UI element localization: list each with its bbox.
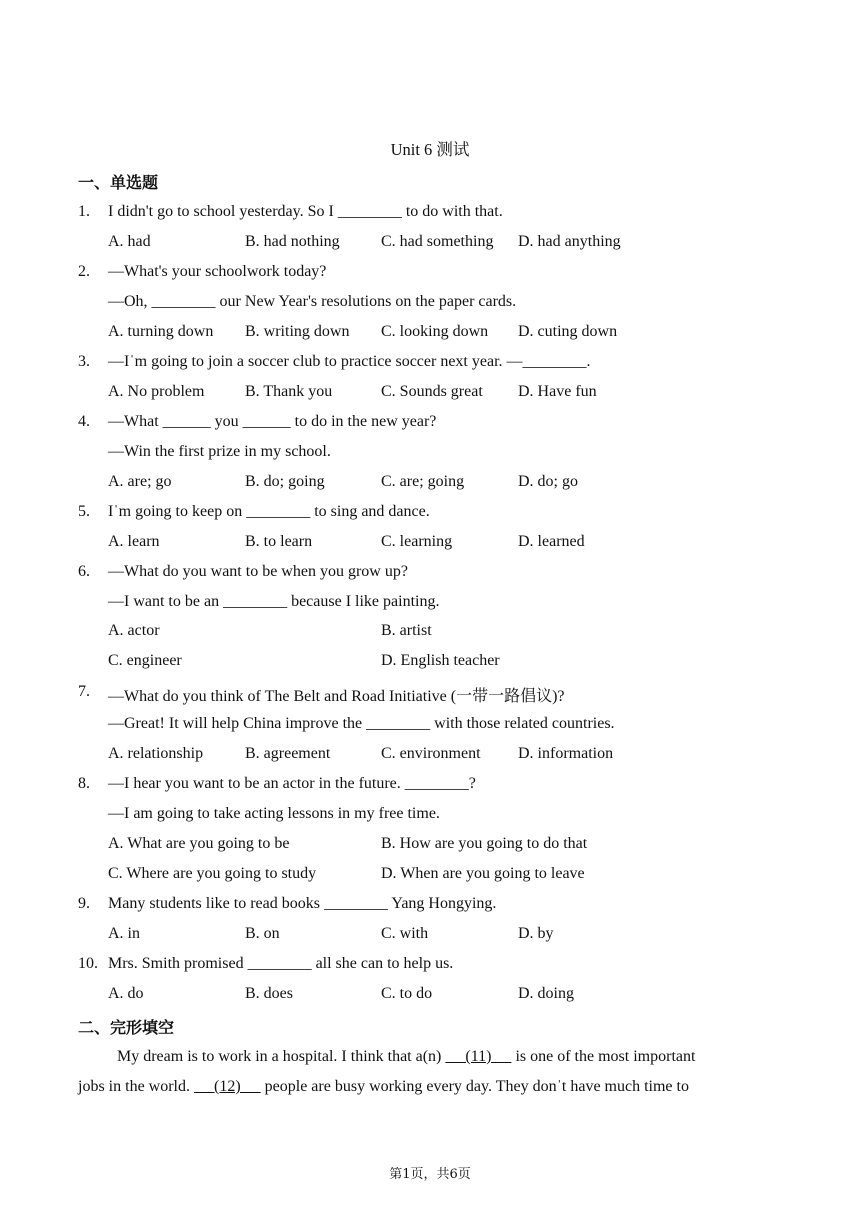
- option-d: D. learned: [518, 533, 585, 550]
- option-d: D. English teacher: [381, 652, 500, 669]
- option-d: D. Have fun: [518, 383, 597, 400]
- blank-11: (11): [445, 1048, 512, 1065]
- question-text: —Win the first prize in my school.: [108, 443, 331, 460]
- option-b: B. had nothing: [245, 233, 340, 250]
- question-number: 6.: [78, 563, 90, 580]
- section-heading-cloze: 二、完形填空: [78, 1018, 175, 1037]
- option-a: A. had: [108, 233, 151, 250]
- question-text: —What do you think of The Belt and Road Initiative (一带一路倡议)?: [108, 688, 565, 705]
- passage-line: [78, 1078, 773, 1096]
- question-number: 5.: [78, 503, 90, 520]
- passage-text: My dream is to work in a hospital. I think that a(n): [117, 1048, 446, 1065]
- question-text: Many students like to read books ________ Yang Hongying.: [108, 895, 497, 912]
- question-text: Iˈm going to keep on ________ to sing and dance.: [108, 503, 430, 520]
- option-a: A. No problem: [108, 383, 205, 400]
- option-c: C. with: [381, 925, 429, 942]
- question-number: 7.: [78, 683, 90, 700]
- option-a: A. in: [108, 925, 140, 942]
- question-number: 2.: [78, 263, 90, 280]
- question-number: 3.: [78, 353, 90, 370]
- page-footer: 第1页，共6页: [389, 1167, 471, 1182]
- option-a: A. turning down: [108, 323, 214, 340]
- option-b: B. How are you going to do that: [381, 835, 588, 852]
- option-b: B. on: [245, 925, 280, 942]
- question-number: 4.: [78, 413, 90, 430]
- option-d: D. by: [518, 925, 554, 942]
- option-a: A. relationship: [108, 745, 204, 762]
- option-c: C. environment: [381, 745, 481, 762]
- option-b: B. Thank you: [245, 383, 333, 400]
- option-c: C. learning: [381, 533, 453, 550]
- option-a: A. What are you going to be: [108, 835, 290, 852]
- question-text: —Oh, ________ our New Year's resolutions on the paper cards.: [108, 293, 517, 310]
- question-text: —I am going to take acting lessons in my free time.: [108, 805, 440, 822]
- passage-text: is one of the most important: [511, 1048, 696, 1065]
- question-text: —What ______ you ______ to do in the new year?: [108, 413, 437, 430]
- option-c: C. engineer: [108, 652, 182, 669]
- option-c: C. had something: [381, 233, 494, 250]
- option-b: B. artist: [381, 622, 432, 639]
- blank-12: (12): [194, 1078, 261, 1095]
- section-heading-single-choice: 一、单选题: [78, 173, 159, 192]
- option-b: B. does: [245, 985, 293, 1002]
- option-a: A. do: [108, 985, 144, 1002]
- option-d: D. do; go: [518, 473, 578, 490]
- option-b: B. to learn: [245, 533, 313, 550]
- option-b: B. writing down: [245, 323, 350, 340]
- question-text: —What's your schoolwork today?: [108, 263, 327, 280]
- question-number: 10.: [78, 955, 98, 972]
- passage-text: jobs in the world.: [78, 1078, 194, 1095]
- option-d: D. doing: [518, 985, 574, 1002]
- question-text: —What do you want to be when you grow up?: [108, 563, 408, 580]
- option-d: D. When are you going to leave: [381, 865, 585, 882]
- option-d: D. had anything: [518, 233, 621, 250]
- question-text: —I want to be an ________ because I like painting.: [108, 593, 440, 610]
- question-text: —Iˈm going to join a soccer club to practice soccer next year. —________.: [108, 353, 591, 370]
- option-d: D. cuting down: [518, 323, 618, 340]
- question-number: 1.: [78, 203, 90, 220]
- option-c: C. Sounds great: [381, 383, 483, 400]
- option-a: A. are; go: [108, 473, 172, 490]
- question-text: —I hear you want to be an actor in the future. ________?: [108, 775, 476, 792]
- option-c: C. looking down: [381, 323, 489, 340]
- question-number: 8.: [78, 775, 90, 792]
- passage-text: people are busy working every day. They donˈt have much time to: [260, 1078, 689, 1095]
- option-b: B. agreement: [245, 745, 331, 762]
- option-a: A. actor: [108, 622, 160, 639]
- page-title: Unit 6 测试: [390, 140, 470, 159]
- passage-line: [78, 1048, 773, 1066]
- question-number: 9.: [78, 895, 90, 912]
- option-b: B. do; going: [245, 473, 325, 490]
- question-text: I didn't go to school yesterday. So I ________ to do with that.: [108, 203, 503, 220]
- option-d: D. information: [518, 745, 614, 762]
- option-c: C. to do: [381, 985, 433, 1002]
- option-a: A. learn: [108, 533, 160, 550]
- option-c: C. are; going: [381, 473, 465, 490]
- question-text: Mrs. Smith promised ________ all she can to help us.: [108, 955, 454, 972]
- option-c: C. Where are you going to study: [108, 865, 317, 882]
- question-text: —Great! It will help China improve the ________ with those related countries.: [108, 715, 615, 732]
